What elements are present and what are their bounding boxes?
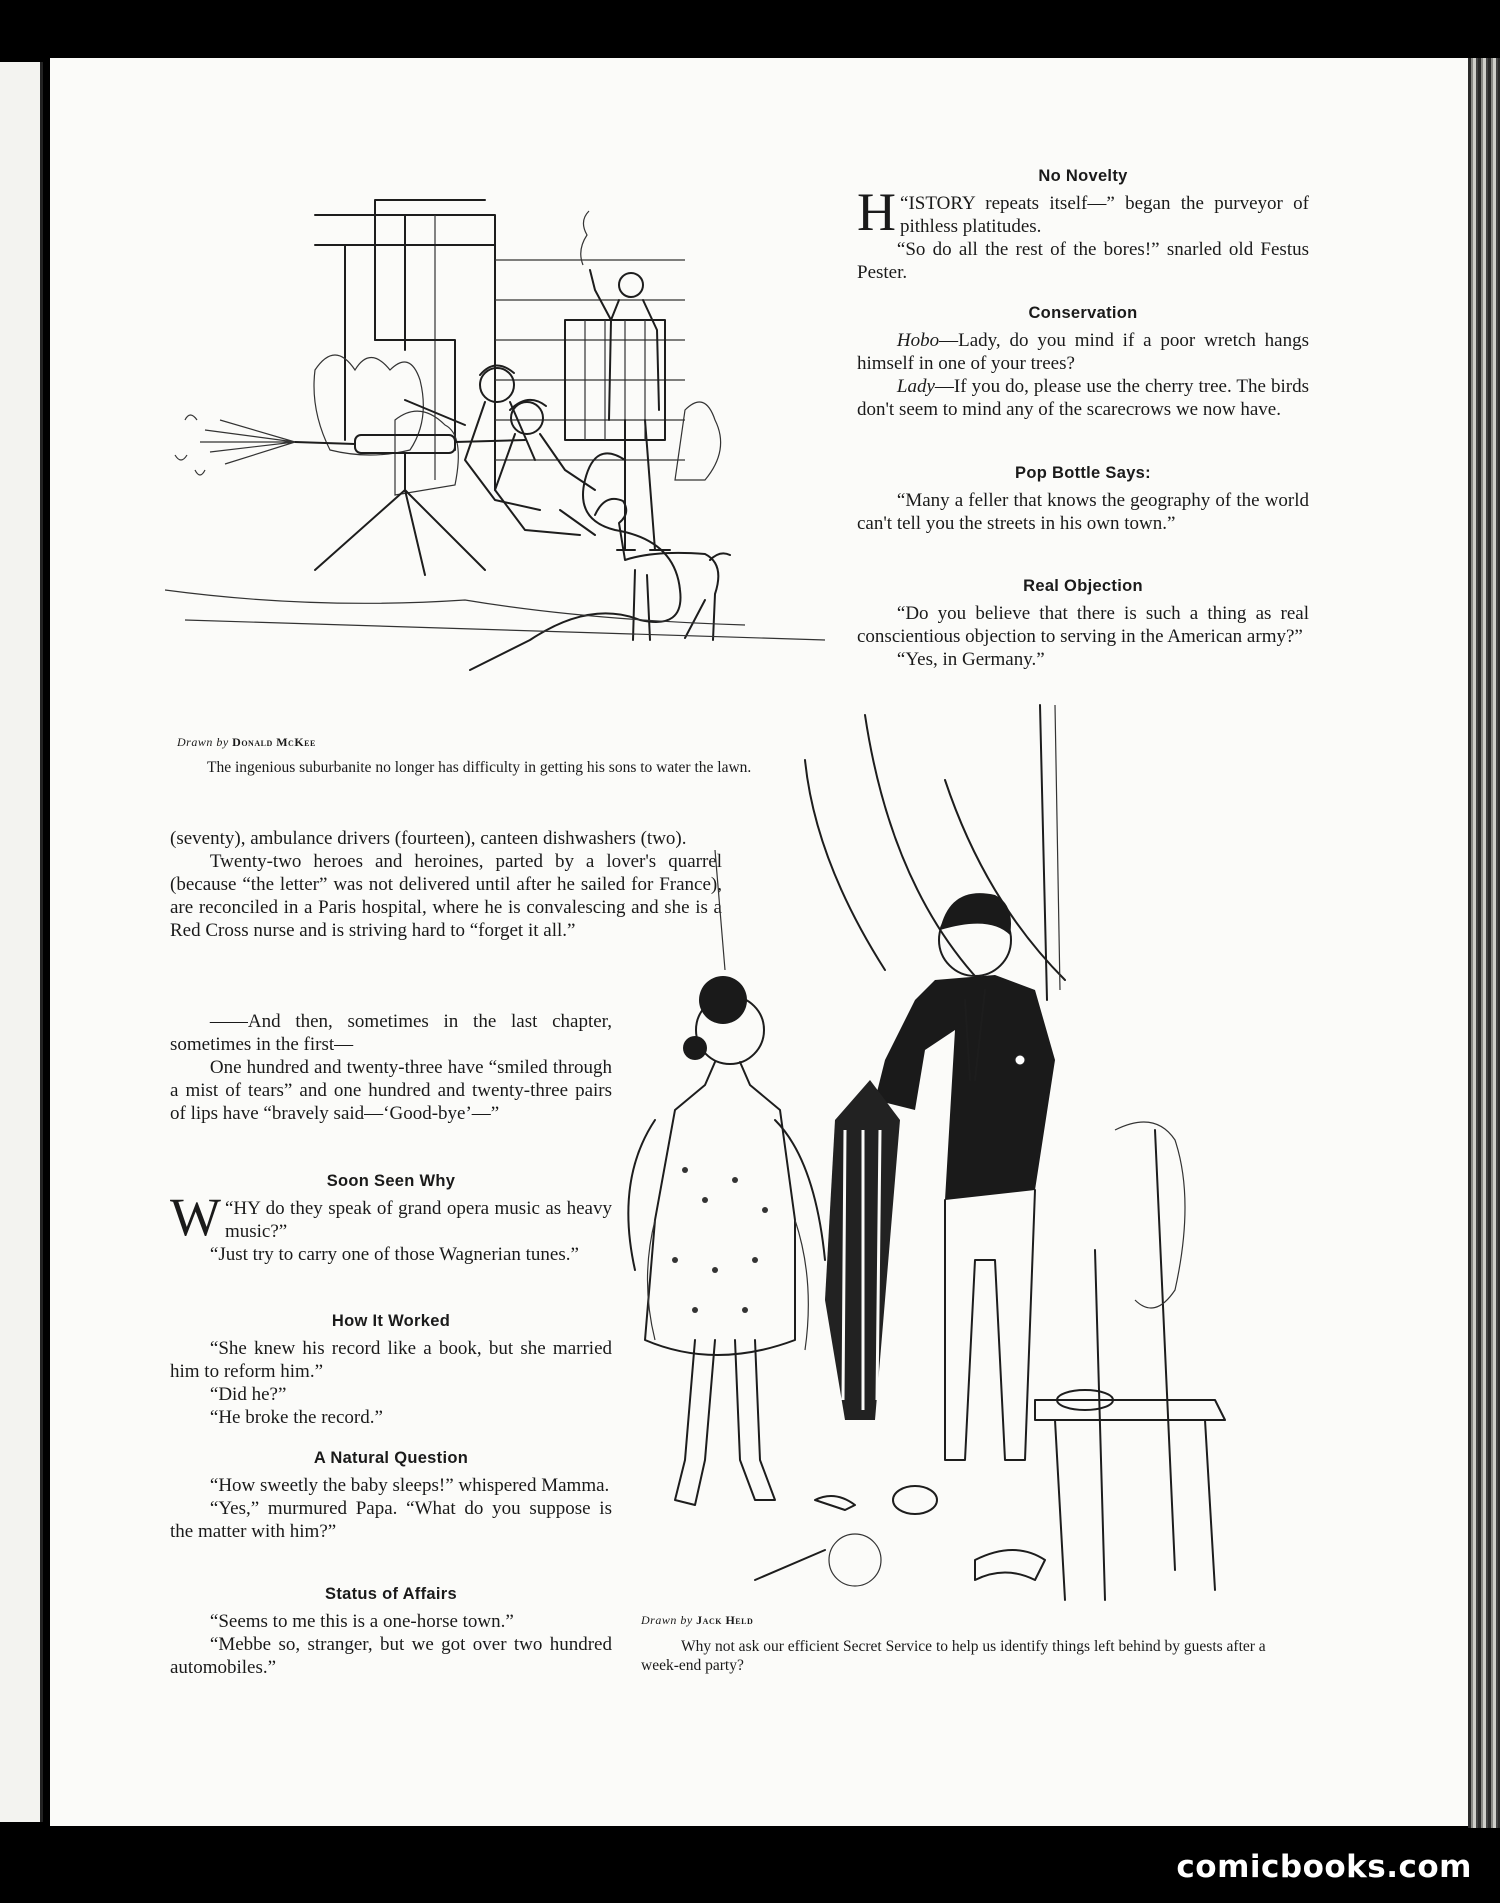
illustration-machine-gun-sprinkler <box>165 170 845 740</box>
joke-line: “She knew his record like a book, but she married him to reform him.” <box>170 1338 612 1382</box>
joke-pop-bottle <box>857 462 1309 535</box>
joke-line: “Seems to me this is a one-horse town.” <box>209 1611 514 1632</box>
joke-title: A Natural Question <box>313 1449 469 1467</box>
joke-title: Status of Affairs <box>325 1585 457 1603</box>
article-paragraph: Twenty-two heroes and heroines, parted by a lover's quarrel (because “the letter” was not delivered until after he sailed for France), are reconciled in a Paris hospital, where he is convalescing and she is a Red Cross nurse and is striving hard to “forget it all.” <box>170 851 722 941</box>
opening-quote: “ <box>224 1198 234 1219</box>
joke-line: “How sweetly the baby sleeps!” whispered Mamma. <box>209 1475 610 1496</box>
joke-title: How It Worked <box>331 1312 451 1330</box>
joke-line: “So do all the rest of the bores!” snarled old Festus Pester. <box>857 239 1309 283</box>
credit-artist-name: Donald McKee <box>232 735 316 749</box>
joke-title: Pop Bottle Says: <box>1015 464 1151 482</box>
joke-title: Soon Seen Why <box>326 1172 456 1190</box>
speaker-name: Hobo <box>896 330 940 351</box>
joke-title: Real Objection <box>1023 577 1143 595</box>
joke-title: No Novelty <box>1038 167 1128 185</box>
joke-status-of-affairs <box>170 1583 612 1679</box>
joke-soon-seen-why <box>170 1170 612 1266</box>
joke-line: ISTORY repeats itself—” began the purveyor of pithless platitudes. <box>900 193 1309 237</box>
article-paragraph: One hundred and twenty-three have “smiled through a mist of tears” and one hundred and twenty-three pairs of lips have “bravely said—‘Good-bye’—” <box>170 1057 612 1124</box>
top-illustration-caption: The ingenious suburbanite no longer has difficulty in getting his sons to water the lawn. <box>207 759 752 776</box>
joke-line: —Lady, do you mind if a poor wretch hangs himself in one of your trees? <box>857 330 1309 374</box>
joke-line: “Mebbe so, stranger, but we got over two hundred automobiles.” <box>170 1634 612 1678</box>
article-paragraph: (seventy), ambulance drivers (fourteen), canteen dishwashers (two). <box>170 828 687 849</box>
opening-quote: “ <box>900 193 909 214</box>
speaker-name: Lady <box>896 376 935 397</box>
article-paragraph: ——And then, sometimes in the last chapter, sometimes in the first— <box>170 1011 612 1055</box>
joke-line: “Many a feller that knows the geography of the world can't tell you the streets in his own town.” <box>857 490 1309 534</box>
top-illustration-credit <box>177 735 316 750</box>
joke-how-it-worked <box>170 1310 612 1429</box>
joke-line: “Do you believe that there is such a thing as real conscientious objection to serving in the American army?” <box>857 603 1309 647</box>
joke-no-novelty <box>857 165 1309 284</box>
drop-cap: H <box>857 182 896 242</box>
credit-artist-name: Jack Held <box>696 1613 754 1627</box>
joke-line: “Just try to carry one of those Wagnerian tunes.” <box>209 1244 579 1265</box>
joke-conservation <box>857 302 1309 421</box>
site-watermark: comicbooks.com <box>1176 1849 1472 1885</box>
continued-article-text-narrow <box>170 1010 612 1125</box>
bottom-illustration-credit <box>641 1613 753 1628</box>
credit-prefix: Drawn by <box>641 1613 693 1627</box>
drop-cap: W <box>170 1187 221 1247</box>
credit-prefix: Drawn by <box>177 735 229 749</box>
joke-line: “Yes,” murmured Papa. “What do you suppose is the matter with him?” <box>170 1498 612 1542</box>
illustration-lady-and-butler <box>615 700 1305 1620</box>
book-page-edges <box>1468 58 1500 1828</box>
previous-page-fold <box>0 62 43 1822</box>
joke-title: Conservation <box>1028 304 1138 322</box>
joke-line: “Did he?” <box>209 1384 287 1405</box>
bottom-illustration-caption: Why not ask our efficient Secret Service to help us identify things left behind by guests after a week-end party? <box>641 1638 1266 1674</box>
joke-line: “Yes, in Germany.” <box>896 649 1045 670</box>
joke-line: “He broke the record.” <box>209 1407 383 1428</box>
joke-real-objection <box>857 575 1309 671</box>
joke-line: —If you do, please use the cherry tree. The birds don't seem to mind any of the scarecrows we now have. <box>857 376 1309 420</box>
joke-natural-question <box>170 1447 612 1543</box>
joke-line: HY do they speak of grand opera music as heavy music?” <box>224 1198 612 1242</box>
